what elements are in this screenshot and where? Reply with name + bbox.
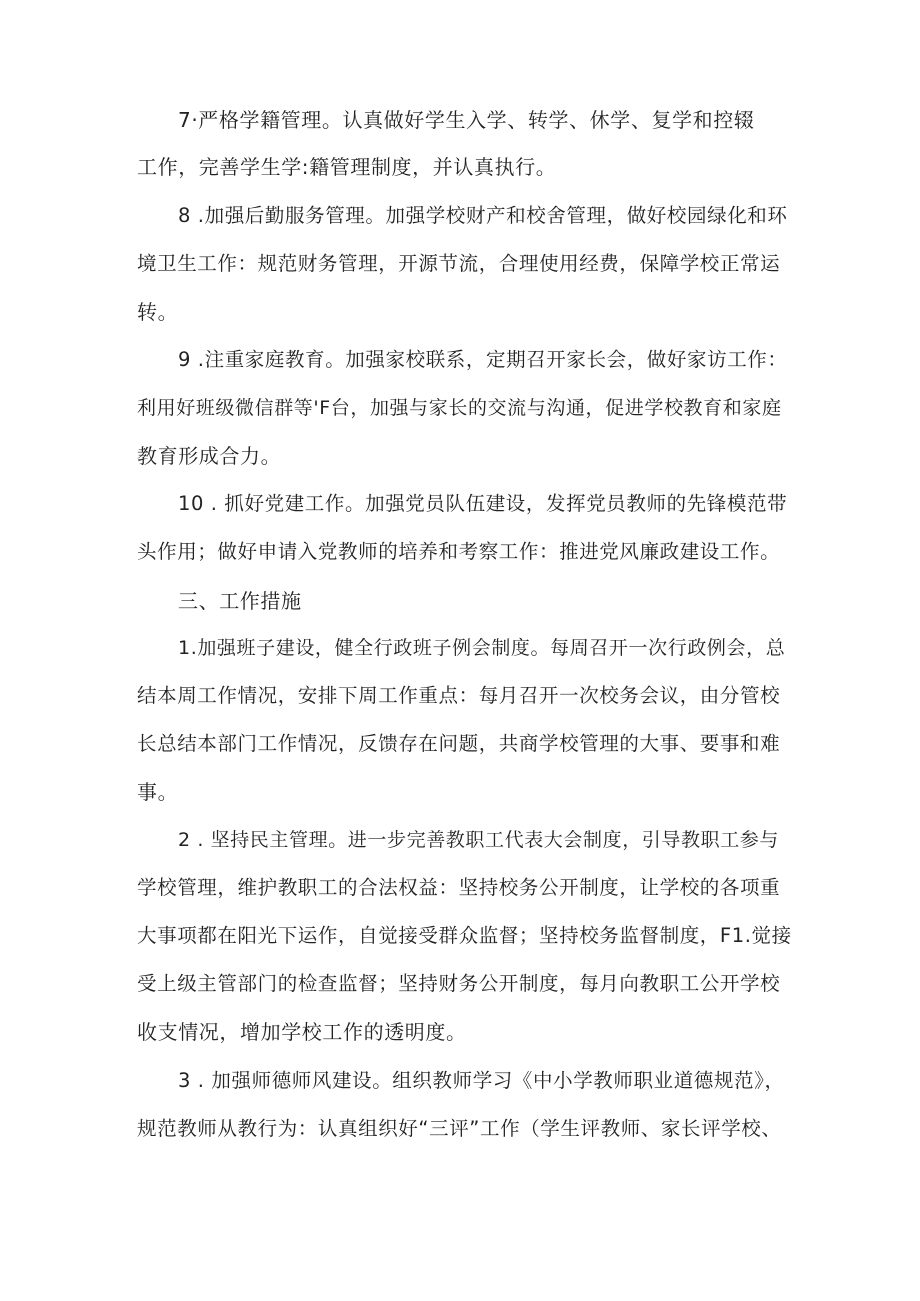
text-line: 收支情况，增加学校工作的透明度。 — [137, 1020, 467, 1044]
text-line: 8 .加强后勤服务管理。加强学校财产和校舍管理，做好校园绿化和环 — [178, 204, 788, 227]
text-line: 大事项都在阳光下运作，自觉接受群众监督；坚持校务监督制度，F1.觉接 — [137, 924, 792, 947]
text-line: 结本周工作情况，安排下周工作重点：每月召开一次校务会议，由分管校 — [137, 684, 781, 707]
text-line: 受上级主管部门的检查监督；坚持财务公开制度，每月向教职工公开学校 — [137, 972, 781, 995]
text-line: 头作用；做好申请入党教师的培养和考察工作：推进党风廉政建设工作。 — [137, 540, 781, 563]
text-line: 1.加强班子建设，健全行政班子例会制度。每周召开一次行政例会，总 — [178, 637, 786, 659]
text-line: 转。 — [137, 300, 179, 324]
text-line: 10 . 抓好党建工作。加强党员队伍建设，发挥党员教师的先锋模范带 — [178, 492, 788, 515]
text-line: 长总结本部门工作情况，反馈存在问题，共商学校管理的大事、要事和难 — [137, 732, 781, 755]
text-line: 境卫生工作：规范财务管理，开源节流，合理使用经费，保障学校正常运 — [137, 252, 781, 275]
text-line: 3 . 加强师德师风建设。组织教师学习《中小学教师职业道德规范》， — [178, 1069, 785, 1092]
text-line: 事。 — [137, 780, 179, 804]
text-line: 9 .注重家庭教育。加强家校联系，定期召开家长会，做好家访工作： — [178, 348, 788, 371]
text-line: 规范教师从教行为：认真组织好“三评”工作（学生评教师、家长评学校、 — [137, 1117, 782, 1140]
text-line: 学校管理，维护教职工的合法权益：坚持校务公开制度，让学校的各项重 — [137, 876, 781, 899]
text-line: 工作，完善学生学:籍管理制度，并认真执行。 — [137, 155, 557, 179]
text-line: 2 . 坚持民主管理。进一步完善教职工代表大会制度，引导教职工参与 — [178, 829, 780, 851]
text-line: 7·严格学籍管理。认真做好学生入学、转学、休学、复学和控辍 — [178, 108, 755, 132]
text-line: 利用好班级微信群等'F台，加强与家长的交流与沟通，促进学校教育和家庭 — [137, 397, 782, 419]
section-heading: 三、工作措施 — [178, 589, 302, 613]
text-line: 教育形成合力。 — [137, 444, 282, 468]
